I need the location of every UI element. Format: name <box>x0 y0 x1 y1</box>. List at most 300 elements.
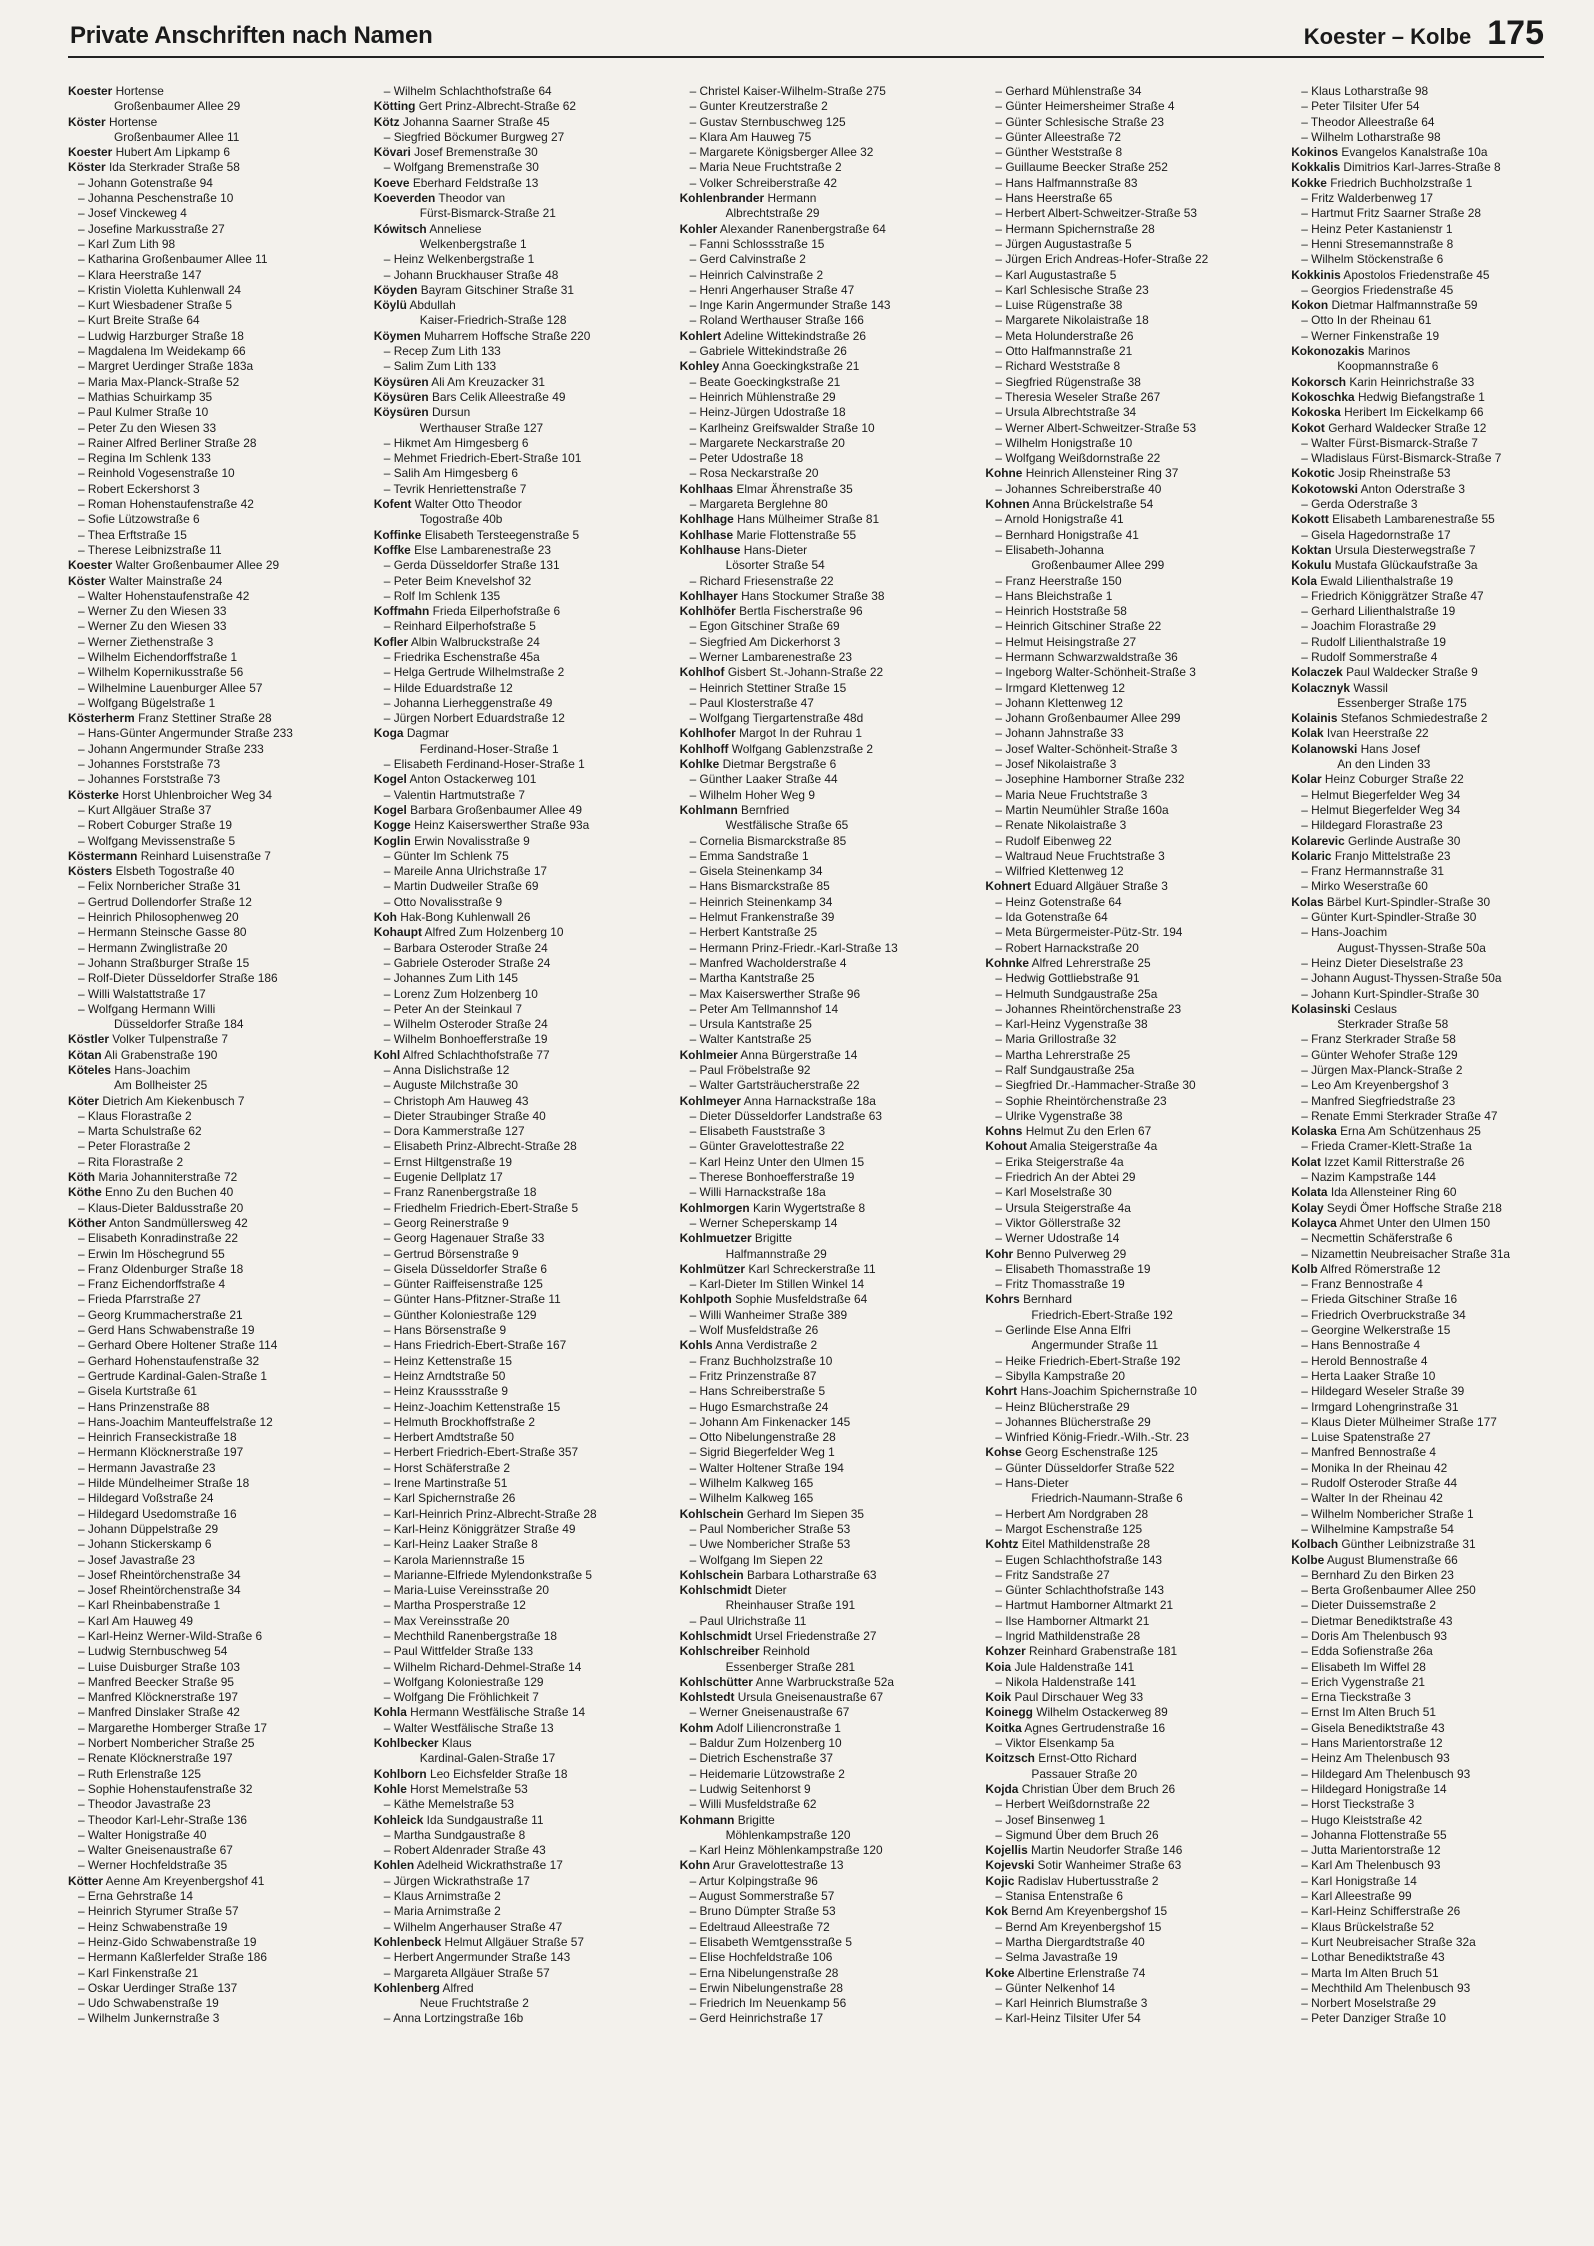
address-continuation: Fürst-Bismarck-Straße 21 <box>419 206 556 221</box>
sub-entry: – Renate Emmi Sterkrader Straße 47 <box>1301 1108 1498 1123</box>
entry-details: Bärbel Kurt-Spindler-Straße 30 <box>1326 894 1491 909</box>
sub-entry: – Werner Lambarenestraße 23 <box>689 649 852 664</box>
sub-entry: – Ernst Hiltgenstraße 19 <box>383 1154 513 1169</box>
entry-details: Manfred Klöcknerstraße 197 <box>87 1690 238 1705</box>
surname-entry <box>680 543 969 558</box>
entry-details: Amalia Steigerstraße 4a <box>1029 1139 1158 1154</box>
sub-entry: – Barbara Osteroder Straße 24 <box>383 940 548 955</box>
entry-details: Josef Rheintörchenstraße 34 <box>87 1567 241 1582</box>
sub-entry: – Johann Angermunder Straße 233 <box>78 741 264 756</box>
sub-entry: – Wilhelm Kopernikusstraße 56 <box>78 665 244 680</box>
surname-entry <box>374 772 663 787</box>
surname: Kohtz <box>985 1537 1019 1552</box>
sub-entry: – Ulrike Vygenstraße 38 <box>995 1108 1123 1123</box>
sub-entry: – Franz Buchholzstraße 10 <box>689 1353 833 1368</box>
entry-details: Muharrem Hoffsche Straße 220 <box>424 328 591 343</box>
surname-entry <box>680 604 969 619</box>
surname: Kohlpoth <box>679 1292 732 1307</box>
entry-details: Anna Harnackstraße 18a <box>743 1093 876 1108</box>
entry-details: Renate Emmi Sterkrader Straße 47 <box>1311 1108 1498 1123</box>
entry-details: Gabriele Osteroder Straße 24 <box>393 955 551 970</box>
sub-entry: – Heinz Kettenstraße 15 <box>383 1353 513 1368</box>
sub-entry: – Werner Scheperskamp 14 <box>689 1215 838 1230</box>
sub-entry: – Viktor Göllerstraße 32 <box>995 1215 1121 1230</box>
entry-details: Gabriele Wittekindstraße 26 <box>699 344 847 359</box>
sub-entry: – Walter Fürst-Bismarck-Straße 7 <box>1301 435 1478 450</box>
entry-details: Anneliese <box>429 221 482 236</box>
entry-details: Günter Nelkenhof 14 <box>1005 1980 1116 1995</box>
sub-entry: – Elisabeth Ferdinand-Hoser-Straße 1 <box>383 757 585 772</box>
surname: Kojic <box>985 1873 1015 1888</box>
sub-entry: – Oskar Uerdinger Straße 137 <box>78 1980 238 1995</box>
sub-entry: – Günther Laaker Straße 44 <box>689 772 838 787</box>
surname-entry <box>985 497 1274 512</box>
entry-details: Gertrude Kardinal-Galen-Straße 1 <box>87 1368 268 1383</box>
sub-entry: – Fanni Schlossstraße 15 <box>689 236 825 251</box>
entry-details: Bayram Gitschiner Straße 31 <box>420 282 575 297</box>
entry-details: Rita Florastraße 2 <box>87 1154 184 1169</box>
entry-details: Willi Wanheimer Straße 389 <box>699 1307 848 1322</box>
sub-entry: – Martha Prosperstraße 12 <box>383 1598 526 1613</box>
sub-entry: – Wilhelm Richard-Dehmel-Straße 14 <box>383 1659 582 1674</box>
entry-details: Gerhard Mühlenstraße 34 <box>1005 84 1142 98</box>
surname: Kohler <box>679 221 718 236</box>
entry-details: Heinrich Steinenkamp 34 <box>699 894 833 909</box>
surname: Kohlhoff <box>679 741 729 756</box>
entry-details: Werner Scheperskamp 14 <box>699 1215 838 1230</box>
surname-entry <box>1291 772 1580 787</box>
sub-entry: – Heinz Schwabenstraße 19 <box>78 1919 228 1934</box>
column-1 <box>68 84 357 2236</box>
surname-entry <box>680 329 969 344</box>
entry-details: Martin Neumühler Straße 160a <box>1005 802 1169 817</box>
entry-details: Maria Grillostraße 32 <box>1005 1032 1117 1047</box>
sub-entry: – Siegfried Am Dickerhorst 3 <box>689 634 841 649</box>
entry-details: Erwin Im Höschegrund 55 <box>87 1246 225 1261</box>
entry-details: Willi Walstattstraße 17 <box>87 986 206 1001</box>
entry-details: Johann Düppelstraße 29 <box>87 1521 219 1536</box>
sub-entry: – Franz Eichendorffstraße 4 <box>78 1277 226 1292</box>
entry-details: Klara Am Hauweg 75 <box>699 129 812 144</box>
surname: Kolata <box>1291 1185 1328 1200</box>
entry-details: Wilhelm Osteroder Straße 24 <box>393 1017 548 1032</box>
sub-entry: – Ludwig Sternbuschweg 54 <box>78 1644 228 1659</box>
entry-details: Wilhelm Kalkweg 165 <box>699 1491 814 1506</box>
sub-entry: – Meta Holunderstraße 26 <box>995 328 1134 343</box>
entry-details: Johann August-Thyssen-Straße 50a <box>1311 971 1502 986</box>
sub-entry: – Roland Werthauser Straße 166 <box>689 313 864 328</box>
entry-details: Manfred Siegfriedstraße 23 <box>1311 1093 1456 1108</box>
sub-entry: – Robert Harnackstraße 20 <box>995 940 1139 955</box>
entry-details: Frieda Cramer-Klett-Straße 1a <box>1311 1139 1472 1154</box>
entry-details: Otto Novalisstraße 9 <box>393 894 503 909</box>
entry-details: Helmut Frankenstraße 39 <box>699 910 835 925</box>
sub-entry: – Waltraud Neue Fruchtstraße 3 <box>995 848 1165 863</box>
surname: Köteles <box>68 1063 111 1077</box>
entry-details: Gertrud Dollendorfer Straße 12 <box>87 894 252 909</box>
sub-entry: – Maria-Luise Vereinsstraße 20 <box>383 1583 550 1598</box>
entry-details: Ralf Sundgaustraße 25a <box>1005 1063 1135 1077</box>
sub-entry: – Wolfgang Mevissenstraße 5 <box>78 833 236 848</box>
entry-details: Richard Friesenstraße 22 <box>699 573 834 588</box>
entry-details: Hermann Kaßlerfelder Straße 186 <box>87 1950 268 1965</box>
sub-entry: – Reinhard Eilperhofstraße 5 <box>383 619 536 634</box>
surname: Köysüren <box>373 374 429 389</box>
entry-details: Siegfried Böckumer Burgweg 27 <box>393 129 565 144</box>
sub-entry: – Hans Prinzenstraße 88 <box>78 1399 210 1414</box>
sub-entry: – Nizamettin Neubreisacher Straße 31a <box>1301 1246 1511 1261</box>
entry-details: Gisela Benediktstraße 43 <box>1311 1720 1445 1735</box>
surname-entry <box>985 1247 1274 1262</box>
surname: Kohlert <box>679 328 722 343</box>
entry-details: Fanni Schlossstraße 15 <box>699 236 825 251</box>
surname-entry <box>1291 1124 1580 1139</box>
surname-entry <box>985 1751 1274 1766</box>
sub-entry: – Hermann Schwarzwaldstraße 36 <box>995 649 1178 664</box>
entry-details: Elisabeth Lambarenestraße 55 <box>1332 512 1495 527</box>
sub-entry: – Walter Honigstraße 40 <box>78 1827 207 1842</box>
entry-details: Werner Finkenstraße 19 <box>1311 328 1440 343</box>
sub-entry: – Karl Alleestraße 99 <box>1301 1889 1412 1904</box>
sub-entry: – Klara Heerstraße 147 <box>78 267 202 282</box>
sub-entry: – Sophie Hohenstaufenstraße 32 <box>78 1781 253 1796</box>
sub-entry: – Wilhelm Kalkweg 165 <box>689 1491 814 1506</box>
sub-entry: – Gisela Steinenkamp 34 <box>689 864 823 879</box>
entry-details: Karl-Heinz Tilsiter Ufer 54 <box>1005 2011 1141 2026</box>
sub-entry: – Sophie Rheintörchenstraße 23 <box>995 1093 1167 1108</box>
sub-entry: – Therese Bonhoefferstraße 19 <box>689 1170 855 1185</box>
entry-details: Hilde Eduardstraße 12 <box>393 680 513 695</box>
entry-details: Barbara Lotharstraße 63 <box>747 1567 877 1582</box>
entry-details: Meta Holunderstraße 26 <box>1005 328 1134 343</box>
entry-details: Elisabeth Prinz-Albrecht-Straße 28 <box>393 1139 577 1154</box>
entry-details: Anna Lortzingstraße 16b <box>393 2011 524 2026</box>
entry-details: Christel Kaiser-Wilhelm-Straße 275 <box>699 84 886 98</box>
entry-details: Hans-Dieter <box>1005 1476 1069 1491</box>
entry-details: Hans Mülheimer Straße 81 <box>737 512 880 527</box>
surname-entry <box>985 1644 1274 1659</box>
surname-entry <box>985 1124 1274 1139</box>
sub-entry: – Günter Kurt-Spindler-Straße 30 <box>1301 910 1477 925</box>
entry-details: Johannes Forststraße 73 <box>87 757 221 772</box>
sub-entry: – Klaus-Dieter Baldusstraße 20 <box>78 1200 244 1215</box>
entry-details: Sibylla Kampstraße 20 <box>1005 1368 1125 1383</box>
sub-entry: – Hartmut Fritz Saarner Straße 28 <box>1301 206 1481 221</box>
surname-entry <box>1291 1216 1580 1231</box>
surname: Koeverden <box>373 191 436 206</box>
sub-entry: – Karl-Heinrich Prinz-Albrecht-Straße 28 <box>383 1506 597 1521</box>
surname-entry <box>985 1782 1274 1797</box>
sub-entry: – Martha Diergardtstraße 40 <box>995 1934 1145 1949</box>
sub-entry: – Heinz-Gido Schwabenstraße 19 <box>78 1934 257 1949</box>
surname-entry <box>680 222 969 237</box>
entry-details: Günter Schlesische Straße 23 <box>1005 114 1164 129</box>
sub-entry: – Fritz Thomasstraße 19 <box>995 1277 1125 1292</box>
surname: Kohse <box>985 1445 1022 1460</box>
surname: Kojellis <box>985 1843 1028 1858</box>
entry-details: Hak-Bong Kuhlenwall 26 <box>400 910 531 925</box>
sub-entry: – Josef Nikolaistraße 3 <box>995 757 1117 772</box>
surname: Kofent <box>373 497 412 512</box>
sub-entry: – Mechthild Am Thelenbusch 93 <box>1301 1980 1471 1995</box>
surname: Koester <box>68 84 113 98</box>
entry-details: Gerlinde Austraße 30 <box>1348 833 1461 848</box>
sub-entry: – Theodor Karl-Lehr-Straße 136 <box>78 1812 247 1827</box>
entry-details: Heinrich Gitschiner Straße 22 <box>1005 619 1162 634</box>
entry-details: Richard Weststraße 8 <box>1005 359 1121 374</box>
surname: Koga <box>373 726 404 741</box>
surname: Kösters <box>68 864 113 879</box>
sub-entry: – Günter Hans-Pfitzner-Straße 11 <box>383 1292 561 1307</box>
sub-entry: – Erna Gehrstraße 14 <box>78 1889 194 1904</box>
surname: Kohlborn <box>373 1766 427 1781</box>
surname: Köymen <box>373 328 421 343</box>
entry-details: Martha Diergardtstraße 40 <box>1005 1934 1145 1949</box>
sub-entry: – Necmettin Schäferstraße 6 <box>1301 1231 1453 1246</box>
surname-entry <box>68 849 357 864</box>
entry-details: Karl Moselstraße 30 <box>1005 1185 1112 1200</box>
entry-details: Paul Nombericher Straße 53 <box>699 1521 851 1536</box>
sub-entry: – Marta Schulstraße 62 <box>78 1124 202 1139</box>
entry-details: Brigitte <box>737 1812 775 1827</box>
sub-entry: – Josef Walter-Schönheit-Straße 3 <box>995 741 1178 756</box>
surname-entry <box>374 390 663 405</box>
sub-entry: – Herbert Albert-Schweitzer-Straße 53 <box>995 206 1197 221</box>
entry-details: Marinos <box>1367 344 1411 359</box>
column-3 <box>680 84 969 2236</box>
entry-details: Wolfgang Gablenzstraße 2 <box>731 741 874 756</box>
surname: Kohnert <box>985 879 1031 894</box>
sub-entry: – Dietmar Benediktstraße 43 <box>1301 1613 1453 1628</box>
entry-details: Kurt Wiesbadener Straße 5 <box>87 298 232 313</box>
sub-entry: – Johann Bruckhauser Straße 48 <box>383 267 559 282</box>
entry-details: Alfred Zum Holzenberg 10 <box>424 925 564 940</box>
surname: Koester <box>68 145 113 160</box>
entry-details: Dieter Duissemstraße 2 <box>1311 1598 1436 1613</box>
sub-entry: – Gisela Benediktstraße 43 <box>1301 1720 1445 1735</box>
surname: Kokkalis <box>1291 160 1341 175</box>
surname-entry <box>985 1384 1274 1399</box>
sub-entry: – Käthe Memelstraße 53 <box>383 1797 515 1812</box>
entry-details: Wolfgang Koloniestraße 129 <box>393 1674 544 1689</box>
entry-details: Rosa Neckarstraße 20 <box>699 466 819 481</box>
entry-details: Gertrud Börsenstraße 9 <box>393 1246 519 1261</box>
surname: Kohleick <box>373 1812 424 1827</box>
entry-details: Klaus Brückelstraße 52 <box>1311 1919 1435 1934</box>
entry-details: Evangelos Kanalstraße 10a <box>1341 145 1488 160</box>
sub-entry: – Doris Am Thelenbusch 93 <box>1301 1628 1448 1643</box>
sub-entry: – Ernst Im Alten Bruch 51 <box>1301 1705 1437 1720</box>
entry-details: Elisabeth Ferdinand-Hoser-Straße 1 <box>393 757 585 772</box>
sub-entry: – Gerhard Hohenstaufenstraße 32 <box>78 1353 260 1368</box>
sub-entry: – Roman Hohenstaufenstraße 42 <box>78 497 254 512</box>
entry-details: Hilde Mündelheimer Straße 18 <box>87 1476 250 1491</box>
surname-entry <box>985 1537 1274 1552</box>
surname: Koke <box>985 1965 1015 1980</box>
entry-details: Wilhelmine Kampstraße 54 <box>1311 1521 1454 1536</box>
sub-entry: – Theresia Weseler Straße 267 <box>995 389 1161 404</box>
sub-entry: – Paul Wittfelder Straße 133 <box>383 1644 534 1659</box>
entry-details: Franjo Mittelstraße 23 <box>1334 848 1451 863</box>
sub-entry: – Hilde Mündelheimer Straße 18 <box>78 1476 250 1491</box>
entry-details: Heinz Am Thelenbusch 93 <box>1311 1751 1450 1766</box>
entry-details: Gerhard Waldecker Straße 12 <box>1328 420 1487 435</box>
sub-entry: – Margarete Königsberger Allee 32 <box>689 145 874 160</box>
sub-entry: – Martin Dudweiler Straße 69 <box>383 879 539 894</box>
entry-details: Ludwig Sternbuschweg 54 <box>87 1644 228 1659</box>
sub-entry: – Stanisa Entenstraße 6 <box>995 1889 1123 1904</box>
sub-entry: – Edeltraud Alleestraße 72 <box>689 1919 830 1934</box>
sub-entry: – Herbert Am Nordgraben 28 <box>995 1506 1149 1521</box>
address-continuation: Sterkrader Straße 58 <box>1337 1017 1449 1032</box>
sub-entry: – Georgios Friedenstraße 45 <box>1301 282 1454 297</box>
surname-entry <box>68 558 357 573</box>
entry-details: Johann Gotenstraße 94 <box>87 175 213 190</box>
entry-details: Max Vereinsstraße 20 <box>393 1613 510 1628</box>
surname-entry <box>68 711 357 726</box>
sub-entry: – Wilfried Klettenweg 12 <box>995 864 1124 879</box>
column-4 <box>985 84 1274 2236</box>
entry-details: Johann Angermunder Straße 233 <box>87 741 264 756</box>
surname-entry <box>985 1874 1274 1889</box>
sub-entry: – Beate Goeckingkstraße 21 <box>689 374 841 389</box>
entry-details: Robert Eckershorst 3 <box>87 481 200 496</box>
surname-entry <box>1291 176 1580 191</box>
entry-details: Artur Kolpingstraße 96 <box>698 1873 818 1888</box>
sub-entry: – Gabriele Osteroder Straße 24 <box>383 955 551 970</box>
sub-entry: – Eugen Schlachthofstraße 143 <box>995 1552 1162 1567</box>
sub-entry: – Anna Lortzingstraße 16b <box>383 2011 524 2026</box>
surname-entry <box>985 1843 1274 1858</box>
entry-details: Martha Lehrerstraße 25 <box>1005 1047 1131 1062</box>
sub-entry: – Karl Schlesische Straße 23 <box>995 282 1149 297</box>
entry-details: Hildegard Florastraße 23 <box>1311 818 1443 833</box>
sub-entry: – Gerhard Lilienthalstraße 19 <box>1301 604 1456 619</box>
entry-details: Kurt Neubreisacher Straße 32a <box>1311 1934 1476 1949</box>
sub-entry: – Wolf Musfeldstraße 26 <box>689 1323 819 1338</box>
sub-entry: – Josefine Markusstraße 27 <box>78 221 225 236</box>
entry-details: Karl-Heinz Werner-Wild-Straße 6 <box>87 1628 263 1643</box>
sub-entry: – Manfred Wacholderstraße 4 <box>689 955 847 970</box>
surname: Kokon <box>1291 298 1329 313</box>
entry-details: Georg Eschenstraße 125 <box>1025 1445 1158 1460</box>
surname: Kohlmützer <box>679 1261 745 1276</box>
entry-details: Günther Leibnizstraße 31 <box>1341 1537 1476 1552</box>
sub-entry: – Wolfgang Hermann Willi <box>78 1001 216 1016</box>
sub-entry: – Günter Düsseldorfer Straße 522 <box>995 1460 1175 1475</box>
sub-entry: – Günther Koloniestraße 129 <box>383 1307 537 1322</box>
sub-entry: – Peter Florastraße 2 <box>78 1139 191 1154</box>
surname-entry <box>374 726 663 741</box>
entry-details: Ali Grabenstraße 190 <box>104 1047 218 1062</box>
sub-entry: – Georg Krummacherstraße 21 <box>78 1307 243 1322</box>
sub-entry: – Erwin Im Höschegrund 55 <box>78 1246 225 1261</box>
sub-entry: – Mathias Schuirkamp 35 <box>78 389 213 404</box>
entry-details: Werner Albert-Schweitzer-Straße 53 <box>1005 420 1197 435</box>
entry-details: Sophie Hohenstaufenstraße 32 <box>87 1781 253 1796</box>
sub-entry: – Wilhelm Kalkweg 165 <box>689 1476 814 1491</box>
sub-entry: – Werner Udostraße 14 <box>995 1231 1120 1246</box>
entry-details: Karin Heinrichstraße 33 <box>1349 374 1475 389</box>
sub-entry: – Helmut Frankenstraße 39 <box>689 910 835 925</box>
sub-entry: – Franz Sterkrader Straße 58 <box>1301 1032 1456 1047</box>
entry-details: Hans-Joachim Manteuffelstraße 12 <box>87 1414 273 1429</box>
entry-details: Friedrich Königgrätzer Straße 47 <box>1311 588 1484 603</box>
sub-entry: – Hermann Steinsche Gasse 80 <box>78 925 247 940</box>
sub-entry: – Friedhelm Friedrich-Ebert-Straße 5 <box>383 1200 579 1215</box>
surname-entry <box>68 160 357 175</box>
surname-entry <box>1291 574 1580 589</box>
entry-details: Rudolf Eibenweg 22 <box>1005 833 1112 848</box>
entry-details: Gisbert St.-Johann-Straße 22 <box>727 665 884 680</box>
sub-entry: – August Sommerstraße 57 <box>689 1889 835 1904</box>
surname: Kolas <box>1291 894 1324 909</box>
sub-entry: – Kurt Neubreisacher Straße 32a <box>1301 1934 1476 1949</box>
sub-entry: – Hans Heerstraße 65 <box>995 191 1113 206</box>
entry-details: Marta Schulstraße 62 <box>87 1124 202 1139</box>
sub-entry: – Reinhold Vogesenstraße 10 <box>78 466 235 481</box>
entry-details: Gisela Düsseldorfer Straße 6 <box>393 1261 548 1276</box>
entry-details: Karl Alleestraße 99 <box>1311 1889 1412 1904</box>
entry-details: Elisabeth Wemtgensstraße 5 <box>699 1934 852 1949</box>
entry-details: Walter Fürst-Bismarck-Straße 7 <box>1311 435 1478 450</box>
entry-details: Herbert Albert-Schweitzer-Straße 53 <box>1005 206 1197 221</box>
sub-entry: – Hermann Zwinglistraße 20 <box>78 940 228 955</box>
sub-entry: – Karl-Heinz Werner-Wild-Straße 6 <box>78 1628 263 1643</box>
sub-entry: – Manfred Siegfriedstraße 23 <box>1301 1093 1456 1108</box>
entry-details: Karl Rheinbabenstraße 1 <box>87 1598 221 1613</box>
sub-entry: – Margareta Berglehne 80 <box>689 497 828 512</box>
entry-details: Herbert Am Nordgraben 28 <box>1005 1506 1149 1521</box>
sub-entry: – Franz Hermannstraße 31 <box>1301 864 1444 879</box>
entry-details: Winfried König-Friedr.-Wilh.-Str. 23 <box>1005 1430 1190 1445</box>
entry-details: Wolfgang Im Siepen 22 <box>699 1552 823 1567</box>
surname-entry <box>985 466 1274 481</box>
sub-entry: – Fritz Prinzenstraße 87 <box>689 1368 817 1383</box>
sub-entry: – Wilhelmine Kampstraße 54 <box>1301 1521 1454 1536</box>
entry-details: Hildegard Usedomstraße 16 <box>87 1506 237 1521</box>
entry-details: Dietrich Eschenstraße 37 <box>699 1751 834 1766</box>
sub-entry: – Walter Hohenstaufenstraße 42 <box>78 588 250 603</box>
sub-entry: – Sofie Lützowstraße 6 <box>78 512 200 527</box>
sub-entry: – Hildegard Voßstraße 24 <box>78 1491 214 1506</box>
entry-details: Gisela Hagedornstraße 17 <box>1311 527 1451 542</box>
entry-details: Ernst-Otto Richard <box>1038 1751 1137 1766</box>
entry-details: Karl-Heinrich Prinz-Albrecht-Straße 28 <box>393 1506 597 1521</box>
entry-details: Radislav Hubertusstraße 2 <box>1017 1873 1159 1888</box>
entry-details: Cornelia Bismarckstraße 85 <box>699 833 847 848</box>
entry-details: Johann Bruckhauser Straße 48 <box>393 267 559 282</box>
entry-details: Margareta Berglehne 80 <box>699 497 828 512</box>
entry-details: Klaus-Dieter Baldusstraße 20 <box>87 1200 244 1215</box>
surname: Kojda <box>985 1781 1019 1796</box>
entry-details: Dietmar Bergstraße 6 <box>722 757 837 772</box>
entry-details: Eitel Mathildenstraße 28 <box>1021 1537 1150 1552</box>
surname-entry <box>680 482 969 497</box>
sub-entry: – Heinz Blücherstraße 29 <box>995 1399 1130 1414</box>
sub-entry: – Henri Angerhauser Straße 47 <box>689 282 855 297</box>
entry-details: Reinhard Eilperhofstraße 5 <box>393 619 536 634</box>
surname-entry <box>68 115 357 130</box>
entry-details: Friedrich Im Neuenkamp 56 <box>699 1996 847 2011</box>
entry-details: Hans Marientorstraße 12 <box>1311 1736 1443 1751</box>
entry-details: Theodor Alleestraße 64 <box>1310 114 1435 129</box>
sub-entry: – Herold Bennostraße 4 <box>1301 1353 1428 1368</box>
sub-entry: – Hermann Kaßlerfelder Straße 186 <box>78 1950 268 1965</box>
surname: Kolacznyk <box>1291 680 1351 695</box>
entry-details: Karlheinz Greifswalder Straße 10 <box>699 420 875 435</box>
surname-entry <box>680 1231 969 1246</box>
